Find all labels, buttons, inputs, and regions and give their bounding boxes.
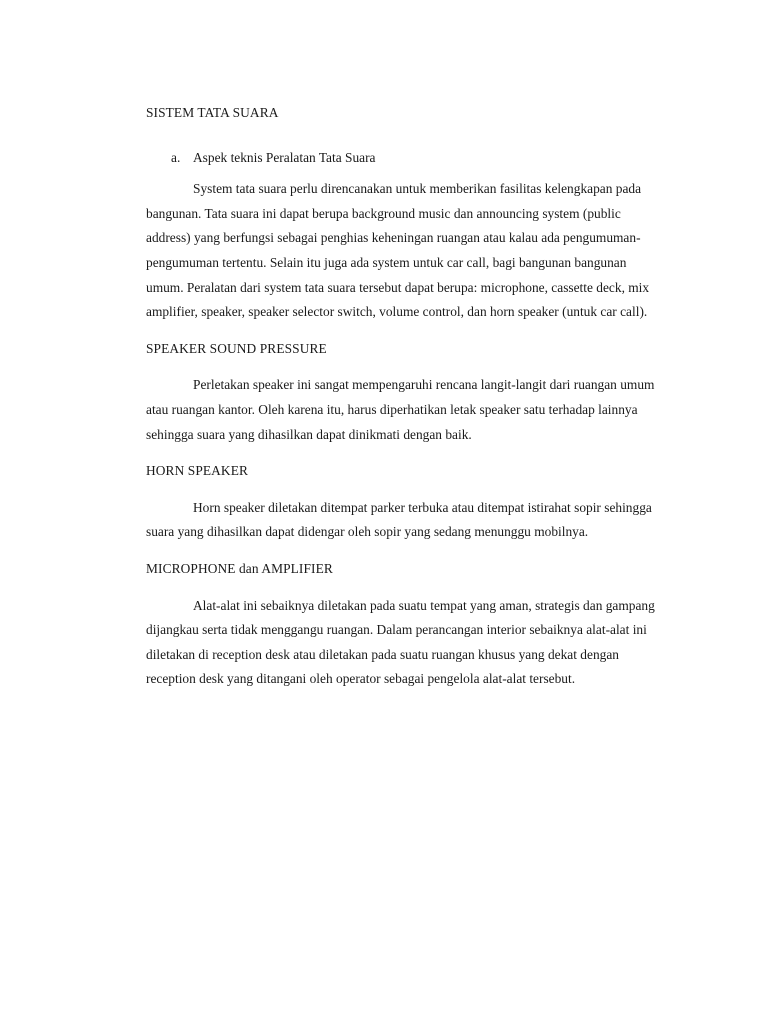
intro-paragraph: System tata suara perlu direncanakan untuk memberikan fasilitas kelengkapan pada bangunan. Tata suara ini dapat berupa background music dan announcing system (public address) yang berfungsi sebagai penghias keheningan ruangan atau kalau ada pengumuman-pengumuman tertentu. Selain itu juga ada system untuk car call, bagi bangunan bangunan umum. Peralatan dari system tata suara tersebut dapat berupa: microphone, cassette deck, mix amplifier, speaker, speaker selector switch, volume control, dan horn speaker (untuk car call).: [146, 181, 650, 320]
section-paragraph-speaker-sound-pressure: Perletakan speaker ini sangat mempengaruhi rencana langit-langit dari ruangan umum atau ruangan kantor. Oleh karena itu, harus diperhatikan letak speaker satu terhadap lainnya sehingga suara yang dihasilkan dapat dinikmati dengan baik.: [146, 377, 655, 442]
section-heading-speaker-sound-pressure: SPEAKER SOUND PRESSURE: [146, 340, 327, 356]
section-paragraph-horn-speaker: Horn speaker diletakan ditempat parker terbuka atau ditempat istirahat sopir sehingga suara yang dihasilkan dapat didengar oleh sopir yang sedang menunggu mobilnya.: [146, 499, 652, 540]
section-heading-horn-speaker: HORN SPEAKER: [146, 463, 249, 479]
list-item-a: [146, 146, 666, 171]
document-body: [146, 101, 666, 692]
list-marker: a.: [171, 149, 181, 165]
section-paragraph-microphone-amplifier: Alat-alat ini sebaiknya diletakan pada suatu tempat yang aman, strategis dan gampang dijangkau serta tidak menggangu ruangan. Dalam perancangan interior sebaiknya alat-alat ini diletakan di reception desk atau diletakan pada suatu ruangan khusus yang dekat dengan reception desk yang ditangani oleh operator sebagai pengelola alat-alat tersebut.: [146, 597, 655, 687]
list-item-text: Aspek teknis Peralatan Tata Suara: [193, 149, 376, 165]
section-heading-microphone-amplifier: MICROPHONE dan AMPLIFIER: [146, 560, 333, 576]
document-title: SISTEM TATA SUARA: [146, 105, 279, 120]
